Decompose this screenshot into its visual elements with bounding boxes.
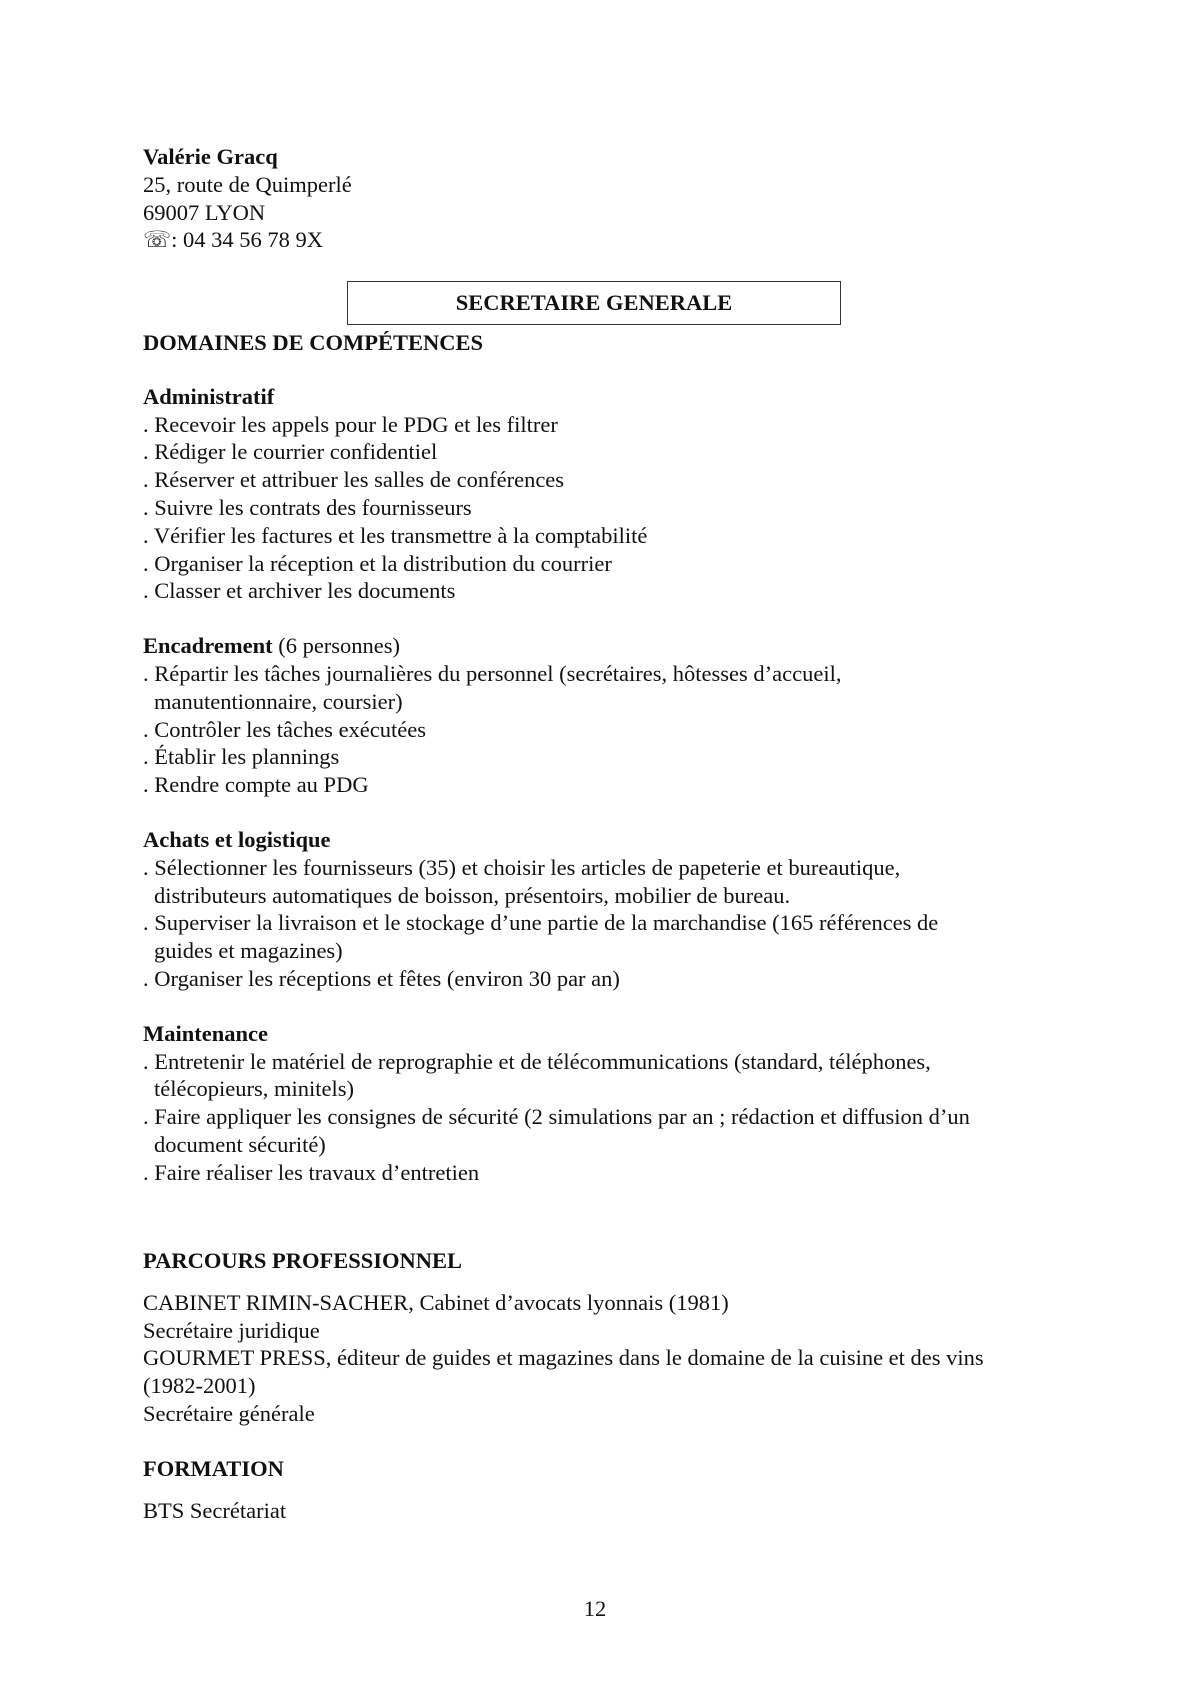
page-number: 12 xyxy=(583,1596,607,1621)
formation-section xyxy=(143,1455,1063,1525)
list-item: . Organiser les réceptions et fêtes (environ 30 par an) xyxy=(143,965,620,991)
list-item: . Répartir les tâches journalières du personnel (secrétaires, hôtesses d’accueil, xyxy=(143,660,842,686)
list-item: . Contrôler les tâches exécutées xyxy=(143,716,427,742)
list-maintenance xyxy=(143,1048,1063,1187)
list-administratif xyxy=(143,411,1063,606)
parcours-line: (1982-2001) xyxy=(143,1373,256,1399)
list-item: . Rédiger le courrier confidentiel xyxy=(143,439,438,465)
job-title-box xyxy=(347,281,841,325)
telephone-icon: ☏ xyxy=(143,227,172,253)
job-title: SECRETAIRE GENERALE xyxy=(455,290,733,316)
parcours-line: Secrétaire générale xyxy=(143,1400,315,1426)
list-item-continuation: distributeurs automatiques de boisson, présentoirs, mobilier de bureau. xyxy=(154,882,791,908)
parcours-line: GOURMET PRESS, éditeur de guides et magazines dans le domaine de la cuisine et des vins xyxy=(143,1345,984,1371)
list-item: . Vérifier les factures et les transmettre à la comptabilité xyxy=(143,522,648,548)
list-item: . Faire appliquer les consignes de sécurité (2 simulations par an ; rédaction et diffusion d’un xyxy=(143,1104,970,1130)
section-heading-competences: DOMAINES DE COMPÉTENCES xyxy=(143,330,484,355)
list-item: . Réserver et attribuer les salles de conférences xyxy=(143,467,565,493)
city: 69007 LYON xyxy=(143,199,266,225)
parcours-line: CABINET RIMIN-SACHER, Cabinet d’avocats lyonnais (1981) xyxy=(143,1289,729,1315)
list-item-continuation: document sécurité) xyxy=(154,1131,326,1157)
list-achats xyxy=(143,854,1063,993)
street-address: 25, route de Quimperlé xyxy=(143,171,352,197)
subheading-administratif: Administratif xyxy=(143,383,275,409)
list-item-continuation: manutentionnaire, coursier) xyxy=(154,688,403,714)
list-item: . Sélectionner les fournisseurs (35) et choisir les articles de papeterie et bureautique, xyxy=(143,854,901,880)
list-item: . Entretenir le matériel de reprographie et de télécommunications (standard, téléphones, xyxy=(143,1048,931,1074)
subheading-achats: Achats et logistique xyxy=(143,826,331,852)
competences-section xyxy=(143,329,1063,1187)
list-item: . Établir les plannings xyxy=(143,744,340,770)
list-item: . Superviser la livraison et le stockage d’une partie de la marchandise (165 références de xyxy=(143,910,939,936)
list-item: . Faire réaliser les travaux d’entretien xyxy=(143,1159,480,1185)
list-item: . Organiser la réception et la distribution du courrier xyxy=(143,550,612,576)
subheading-maintenance: Maintenance xyxy=(143,1020,268,1046)
person-name: Valérie Gracq xyxy=(143,144,278,169)
list-encadrement xyxy=(143,660,1063,799)
section-heading-formation: FORMATION xyxy=(143,1456,284,1481)
subheading-encadrement: Encadrement xyxy=(143,633,273,659)
list-item-continuation: guides et magazines) xyxy=(154,938,343,964)
formation-line: BTS Secrétariat xyxy=(143,1497,287,1523)
list-item: . Classer et archiver les documents xyxy=(143,578,456,604)
list-item-continuation: télécopieurs, minitels) xyxy=(154,1076,354,1102)
parcours-line: Secrétaire juridique xyxy=(143,1317,320,1343)
list-item: . Recevoir les appels pour le PDG et les filtrer xyxy=(143,411,558,437)
encadrement-note: (6 personnes) xyxy=(272,633,401,659)
phone-number: : 04 34 56 78 9X xyxy=(171,227,324,253)
list-item: . Rendre compte au PDG xyxy=(143,772,369,798)
list-item: . Suivre les contrats des fournisseurs xyxy=(143,494,472,520)
parcours-section xyxy=(143,1247,1063,1428)
section-heading-parcours: PARCOURS PROFESSIONNEL xyxy=(143,1248,462,1273)
phone-line xyxy=(143,226,352,254)
contact-block xyxy=(143,143,352,254)
subheading-encadrement-line xyxy=(143,632,1063,660)
